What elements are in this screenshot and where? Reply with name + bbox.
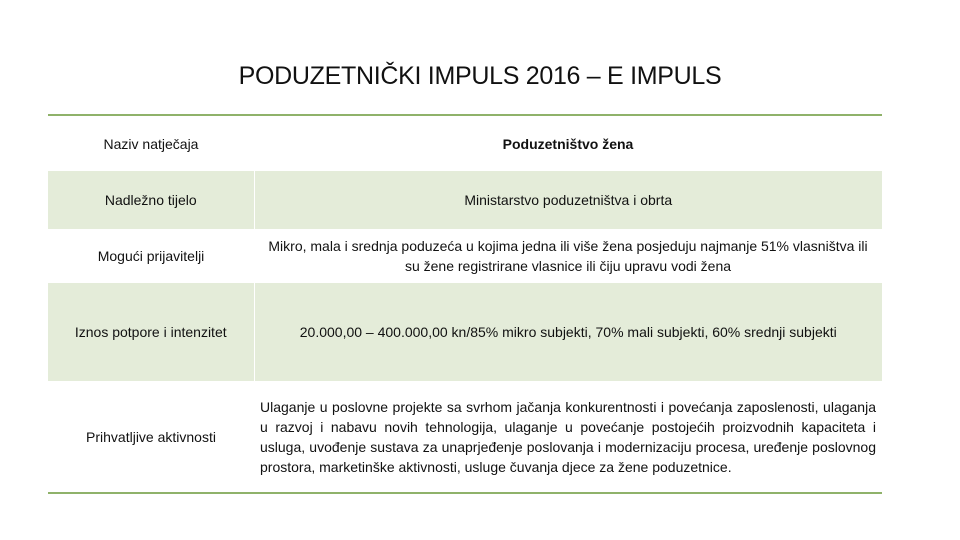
table-row — [48, 229, 882, 283]
row-label: Nadležno tijelo — [48, 171, 254, 229]
row-label: Naziv natječaja — [48, 115, 254, 171]
table-row — [48, 283, 882, 381]
row-value: Poduzetništvo žena — [254, 115, 882, 171]
row-value — [254, 381, 882, 493]
table-row — [48, 381, 882, 493]
table-row — [48, 171, 882, 229]
row-label: Mogući prijavitelji — [97, 248, 205, 264]
row-value: Ministarstvo poduzetništva i obrta — [254, 171, 882, 229]
table-row — [48, 115, 882, 171]
page-title: PODUZETNIČKI IMPULS 2016 – E IMPULS — [238, 62, 722, 90]
row-label: Iznos potpore i intenzitet — [48, 283, 254, 381]
row-value: Mikro, mala i srednja poduzeća u kojima jedna ili više žena posjeduju najmanje 51% vlasništva ili su žene registrirane vlasnice ili čiju upravu vodi žena — [268, 238, 868, 274]
row-value: 20.000,00 – 400.000,00 kn/85% mikro subjekti, 70% mali subjekti, 60% srednji subjekti — [254, 283, 882, 381]
row-value-text: Ulaganje u poslovne projekte sa svrhom jačanja konkurentnosti i povećanja zaposlenosti, ulaganja u razvoj i nabavu novih tehnologija, ulaganje u povećanje postojećih proizvodnih kapaciteta i usluga, uvođenje sustava za unaprjeđenje poslovanja i modernizaciju procesa, uređenje poslovnog prostora, marketinške aktivnosti, usluge čuvanja djece za žene poduzetnice. — [260, 398, 876, 475]
row-label: Prihvatljive aktivnosti — [48, 381, 254, 493]
info-table — [48, 114, 882, 494]
